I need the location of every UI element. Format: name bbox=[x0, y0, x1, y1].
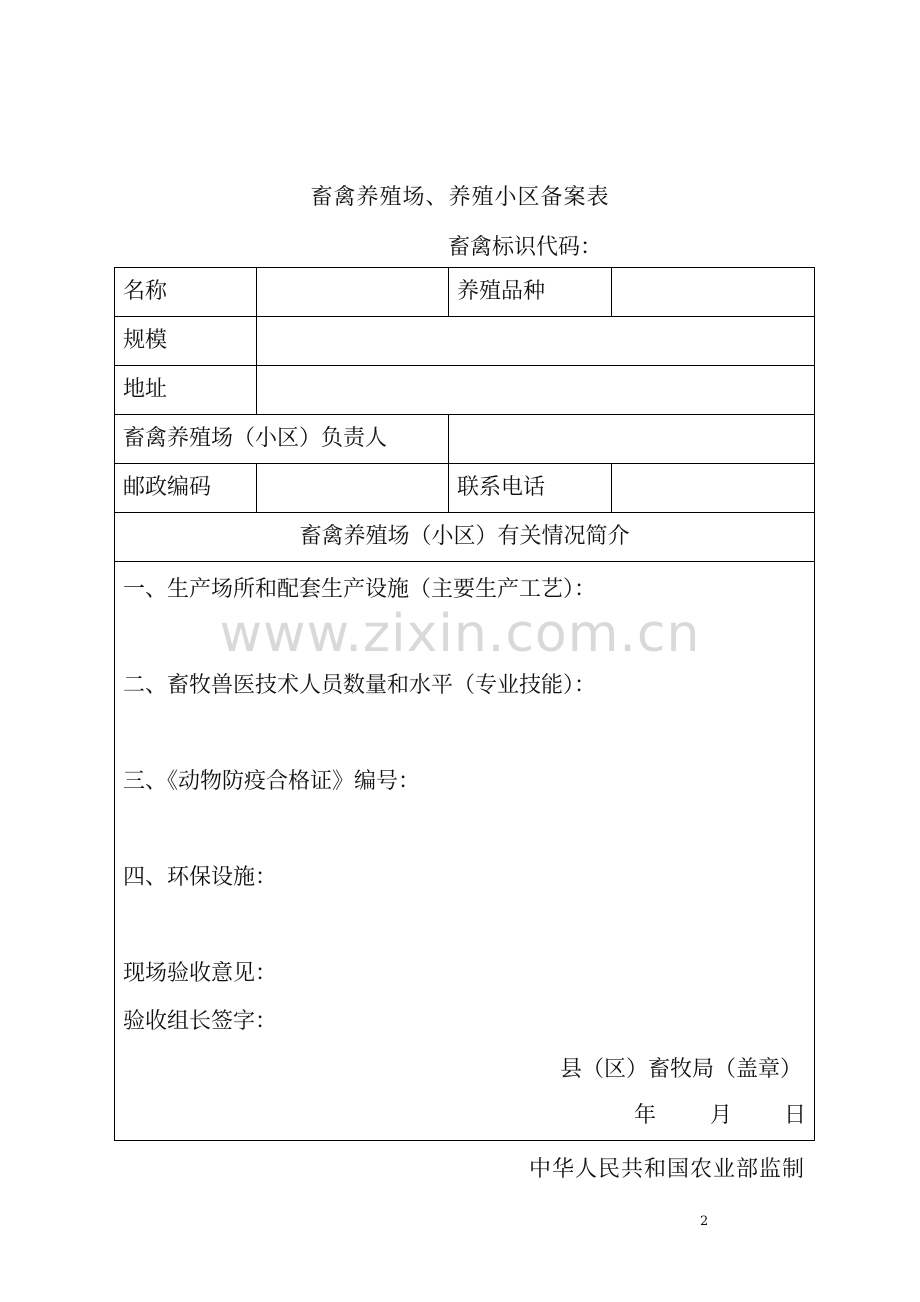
postcode-field[interactable] bbox=[257, 464, 449, 512]
date-day: 日 bbox=[784, 1103, 807, 1128]
footer-issuer: 中华人民共和国农业部监制 bbox=[528, 1157, 805, 1182]
livestock-id-code-label: 畜禽标识代码： bbox=[448, 235, 603, 260]
row-address bbox=[115, 366, 814, 415]
scale-field[interactable] bbox=[257, 317, 814, 365]
manager-field[interactable] bbox=[449, 415, 814, 463]
date-year: 年 bbox=[634, 1103, 657, 1128]
breed-field[interactable] bbox=[612, 268, 814, 316]
intro-item-certificate: 三、《动物防疫合格证》编号： bbox=[123, 769, 421, 794]
name-field[interactable] bbox=[257, 268, 449, 316]
intro-item-staff: 二、畜牧兽医技术人员数量和水平（专业技能）： bbox=[123, 673, 597, 698]
postcode-label: 邮政编码 bbox=[115, 464, 257, 512]
watermark: www.zixin.com.cn bbox=[219, 604, 701, 664]
intro-item-environment: 四、环保设施： bbox=[123, 865, 278, 890]
date-month: 月 bbox=[710, 1103, 733, 1128]
leader-signature: 验收组长签字： bbox=[123, 1009, 278, 1034]
page-number: 2 bbox=[700, 1214, 709, 1229]
phone-label: 联系电话 bbox=[449, 464, 612, 512]
document-title: 畜禽养殖场、养殖小区备案表 bbox=[310, 185, 610, 210]
intro-item-production: 一、生产场所和配套生产设施（主要生产工艺）： bbox=[123, 577, 597, 602]
row-scale bbox=[115, 317, 814, 366]
breed-label: 养殖品种 bbox=[449, 268, 612, 316]
bureau-stamp: 县（区）畜牧局（盖章） bbox=[559, 1057, 802, 1082]
address-label: 地址 bbox=[115, 366, 257, 414]
intro-heading: 畜禽养殖场（小区）有关情况简介 bbox=[299, 524, 630, 549]
scale-label: 规模 bbox=[115, 317, 257, 365]
row-intro-heading bbox=[115, 513, 814, 562]
manager-label: 畜禽养殖场（小区）负责人 bbox=[115, 415, 449, 463]
row-postcode-phone bbox=[115, 464, 814, 513]
address-field[interactable] bbox=[257, 366, 814, 414]
name-label: 名称 bbox=[115, 268, 257, 316]
phone-field[interactable] bbox=[612, 464, 814, 512]
inspection-opinion: 现场验收意见： bbox=[123, 961, 278, 986]
registration-form bbox=[114, 267, 815, 1141]
row-manager bbox=[115, 415, 814, 464]
row-name-breed bbox=[115, 268, 814, 317]
